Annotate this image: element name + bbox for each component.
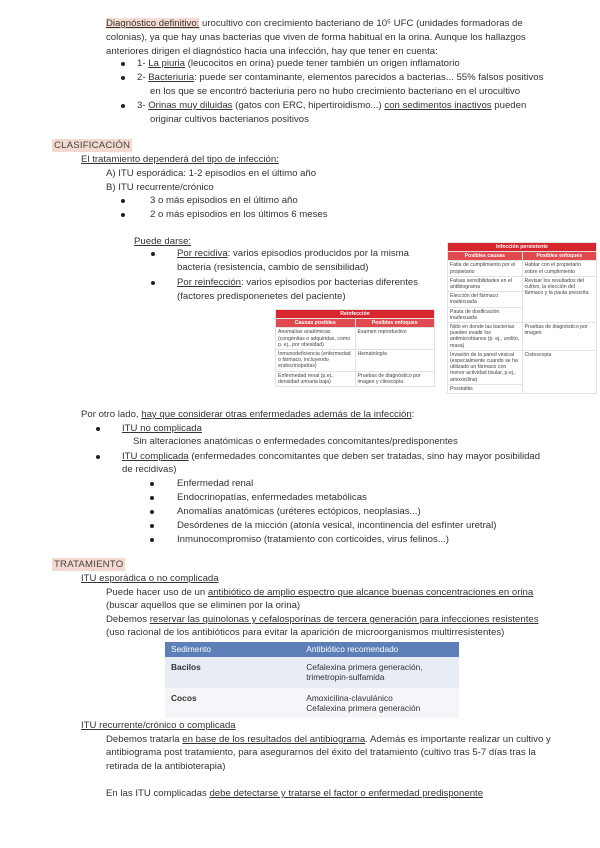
tratamiento-p3: (uso racional de los antibióticos para evitar la aparición de microorganismos multirresistentes) bbox=[106, 627, 505, 638]
itu-no-complicada-desc: Sin alteraciones anatómicas o enfermedades concomitantes/predisponentes bbox=[133, 436, 458, 447]
enfermedad-item: Endocrinopatías, enfermedades metabólicas bbox=[177, 492, 367, 503]
enfermedad-item: Anomalías anatómicas (uréteres ectópicos, neoplasias...) bbox=[177, 506, 421, 517]
diagnostico-item-3: 3- Orinas muy diluidas (gatos con ERC, hipertiroidismo...) con sedimentos inactivos pueden bbox=[137, 100, 527, 111]
table-row: Nido en donde las bacterias pueden evadir los antimicrobianos (p. ej., urolito, masa) Pruebas de diagnóstico por imagen bbox=[448, 323, 597, 351]
clasificacion-a: A) ITU esporádica: 1-2 episodios en el último año bbox=[106, 168, 317, 179]
diagnostico-label: Diagnóstico definitivo: bbox=[106, 18, 200, 29]
diagnostico-line3: anteriores dirigen el diagnóstico hacia una infección, hay que tener en cuenta: bbox=[106, 46, 438, 57]
clasificacion-b-item: 3 o más episodios en el último año bbox=[150, 195, 298, 206]
tratamiento-sub2: ITU recurrente/crónico o complicada bbox=[81, 720, 236, 731]
antibiotico-table bbox=[165, 642, 459, 718]
enfermedad-item: Inmunocompromiso (tratamiento con corticoides, virus felinos...) bbox=[177, 534, 449, 545]
bullet-dot bbox=[150, 538, 154, 542]
bullet-dot bbox=[150, 524, 154, 528]
table-header: Antibiótico recomendado bbox=[300, 642, 459, 657]
bullet-dot bbox=[121, 76, 125, 80]
clasificacion-b: B) ITU recurrente/crónico bbox=[106, 182, 214, 193]
diagnostico-line1: Diagnóstico definitivo: urocultivo con crecimiento bacteriano de 10⁵ UFC (unidades formadoras de bbox=[106, 18, 523, 29]
table-row: Falta de cumplimiento por el propietario Hablar con el propietario sobre el cumplimiento bbox=[448, 261, 597, 276]
itu-no-complicada: ITU no complicada bbox=[122, 423, 202, 434]
reinfeccion-table-title: Reinfección bbox=[276, 310, 435, 319]
tratamiento-sub1: ITU esporádica o no complicada bbox=[81, 573, 219, 584]
section-heading-tratamiento: TRATAMIENTO bbox=[54, 559, 124, 570]
bullet-dot bbox=[121, 104, 125, 108]
enfermedad-item: Enfermedad renal bbox=[177, 478, 254, 489]
bullet-dot bbox=[121, 213, 125, 217]
bullet-dot bbox=[121, 62, 125, 66]
persistente-table-title: Infección persistente bbox=[448, 243, 597, 252]
table-row: Falsas sensibilidades en el antibiograma Revisar los resultados del cultivo, la elección del fármaco y la pauta prescrita bbox=[448, 276, 597, 291]
bullet-dot bbox=[121, 199, 125, 203]
tratamiento-q1: Debemos tratarla en base de los resultados del antibiograma. Además es importante realizar un cultivo y bbox=[106, 734, 551, 745]
table-row: Pauta de dosificación inadecuada bbox=[448, 307, 597, 322]
clasificacion-intro: El tratamiento dependerá del tipo de infección: bbox=[81, 154, 279, 165]
section-heading-clasificacion: CLASIFICACIÓN bbox=[54, 140, 131, 151]
reinfeccion-table bbox=[275, 309, 435, 387]
reinfeccion-line2: (factores predisponenetes del paciente) bbox=[177, 291, 346, 302]
diagnostico-item-3-line2: originar cultivos bacterianos positivos bbox=[150, 114, 309, 125]
bullet-dot bbox=[150, 496, 154, 500]
table-header: Causas posibles bbox=[276, 319, 356, 328]
diagnostico-item-2-line2: en los que se encontró bacteriuria pero no hubo crecimiento bacteriano en el urocultivo bbox=[150, 86, 521, 97]
table-row: Elección del fármaco inadecuada bbox=[448, 292, 597, 307]
tratamiento-q2: En las ITU complicadas debe detectarse y tratarse el factor o enfermedad predisponente bbox=[106, 788, 484, 799]
tratamiento-q1-line2: antibiograma post tratamiento, para asegurarnos del éxito del tratamiento (cultivo tras 5-7 días tras la bbox=[106, 747, 536, 758]
table-row: Anomalías anatómicas (congénitas o adquiridas, como p. ej., por obesidad) Examen reproductivo bbox=[276, 328, 435, 350]
persistente-table bbox=[447, 242, 597, 394]
otras-intro: Por otro lado, hay que considerar otras enfermedades además de la infección: bbox=[81, 409, 415, 420]
enfermedad-item: Desórdenes de la micción (atonía vesical, incontinencia del esfínter uretral) bbox=[177, 520, 497, 531]
table-row: Enfermedad renal (p.ej., densidad urinaria baja) Pruebas de diagnóstico por imagen y citoscopia bbox=[276, 371, 435, 386]
table-header: Sedimento bbox=[165, 642, 300, 657]
itu-complicada-line2: de recidivas) bbox=[122, 464, 177, 475]
bullet-dot bbox=[150, 510, 154, 514]
diagnostico-item-1: 1- La piuria (leucocitos en orina) puede tener también un origen inflamatorio bbox=[137, 58, 460, 69]
bullet-dot bbox=[96, 427, 100, 431]
recidiva-line2: bacteria (resistencia, cambio de sensibilidad) bbox=[177, 262, 369, 273]
recidiva-line: Por recidiva: varios episodios producidos por la misma bbox=[177, 248, 409, 259]
tratamiento-p1: Puede hacer uso de un antibiótico de amplio espectro que alcance buenas concentraciones en orina bbox=[106, 587, 534, 598]
tratamiento-p2: Debemos reservar las quinolonas y cefalosporinas de tercera generación para infecciones resistentes bbox=[106, 614, 539, 625]
bullet-dot bbox=[150, 482, 154, 486]
table-row: Cocos Amoxicilina-clavulánico Cefalexina primera generación bbox=[165, 688, 459, 718]
table-header: Posibles causas bbox=[448, 252, 523, 261]
bullet-dot bbox=[151, 281, 155, 285]
table-header: Posibles enfoques bbox=[522, 252, 597, 261]
table-row: Prostatitis bbox=[448, 384, 597, 393]
bullet-dot bbox=[151, 252, 155, 256]
tratamiento-q1-line3: retirada de la antibioterapia) bbox=[106, 761, 226, 772]
table-row: Bacilos Cefalexina primera generación, trimetropin-sulfamida bbox=[165, 657, 459, 688]
itu-complicada: ITU complicada (enfermedades concomitantes que deben ser tratadas, sino hay mayor posibilidad bbox=[122, 451, 541, 462]
tratamiento-p1-line2: (buscar aquellos que se eliminen por la orina) bbox=[106, 600, 301, 611]
table-header: Posibles enfoques bbox=[355, 319, 435, 328]
diagnostico-item-2: 2- Bacteriuria: puede ser contaminante, elementos parecidos a bacterias... 55% falsos positivos bbox=[137, 72, 544, 83]
table-row: Inmunodeficiencia (enfermedad o fármaco, incluyendo endocrinopatías) Hematología bbox=[276, 350, 435, 372]
table-row: Invasión de la pared vesical (especialmente cuando se ha utilizado un fármaco con menor actividad tisular, p.ej., amoxicilina) Cistoscopia bbox=[448, 350, 597, 384]
diagnostico-line2: colonias), ya que hay unas bacterias que viven de forma habitual en la orina. Aunque los hallazgos bbox=[106, 32, 526, 43]
reinfeccion-line: Por reinfección: varios episodios por bacterias diferentes bbox=[177, 277, 419, 288]
puede-darse: Puede darse: bbox=[134, 236, 192, 247]
clasificacion-b-item: 2 o más episodios en los últimos 6 meses bbox=[150, 209, 328, 220]
bullet-dot bbox=[96, 455, 100, 459]
